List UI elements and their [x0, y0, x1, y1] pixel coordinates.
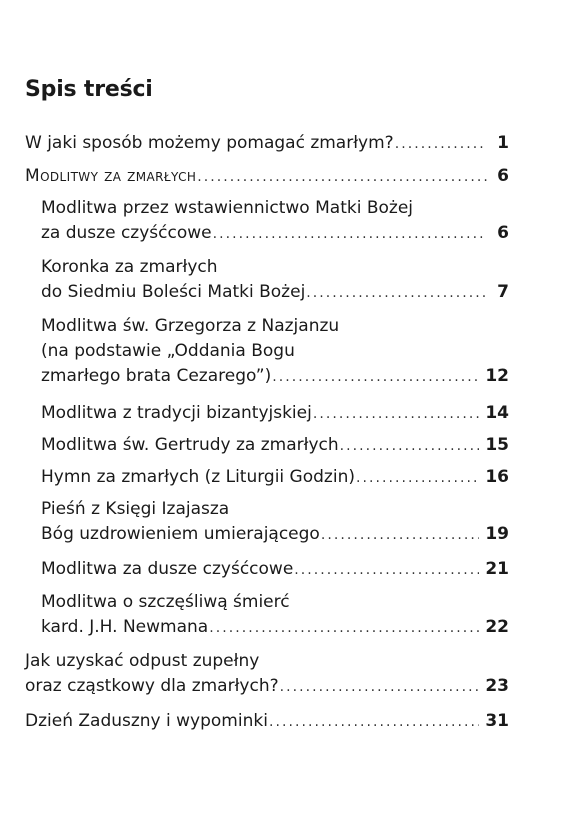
toc-entry-line: [41, 465, 509, 491]
toc-entry-title: Dzień Zaduszny i wypominki: [25, 711, 268, 731]
toc-entry-line: [41, 522, 509, 548]
dot-leader: [294, 558, 479, 583]
dot-leader: [340, 434, 480, 459]
toc-entry: [25, 590, 509, 641]
page-number: 1: [497, 133, 509, 153]
page-number: 6: [497, 166, 509, 186]
page-number: 14: [485, 403, 509, 423]
page-number: 7: [497, 282, 509, 302]
toc-entry: [25, 401, 509, 427]
toc-entry-title-line: Modlitwa przez wstawiennictwo Matki Bożej: [41, 198, 413, 218]
page-number: 19: [485, 524, 509, 544]
toc-entry-title: za dusze czyśćcowe: [41, 223, 212, 243]
toc-entry: [25, 465, 509, 491]
toc-entry-title-line: Jak uzyskać odpust zupełny: [25, 651, 260, 671]
toc-entry-line: [25, 709, 509, 735]
toc-entry: [25, 164, 509, 190]
toc-entry-line: [41, 280, 509, 306]
toc-entry-title: Modlitwa za dusze czyśćcowe: [41, 559, 294, 579]
dot-leader: [356, 466, 479, 491]
toc-entry: [25, 131, 509, 157]
toc-entry-title: Bóg uzdrowieniem umierającego: [41, 524, 320, 544]
toc-entry: [25, 196, 509, 247]
dot-leader: [321, 523, 479, 548]
dot-leader: [269, 710, 479, 735]
toc-entry-title-line: Pieśń z Księgi Izajasza: [41, 499, 230, 519]
toc-entry-title-line: Modlitwa o szczęśliwą śmierć: [41, 592, 290, 612]
toc-entry-line: [25, 131, 509, 157]
toc-entry-line: [41, 433, 509, 459]
dot-leader: [313, 402, 479, 427]
toc-entry: [25, 497, 509, 548]
page-number: 15: [485, 435, 509, 455]
page-number: 16: [485, 467, 509, 487]
toc-entry: [25, 255, 509, 306]
page-number: 6: [497, 223, 509, 243]
toc-entry: [25, 433, 509, 459]
dot-leader: [395, 132, 487, 157]
toc-entry: [25, 649, 509, 700]
dot-leader: [306, 281, 487, 306]
page-number: 23: [485, 676, 509, 696]
toc-entry-line: [25, 164, 509, 190]
toc-entry-title: Modlitwa z tradycji bizantyjskiej: [41, 403, 312, 423]
toc-entry-title: Modlitwy za zmarłych: [25, 166, 197, 186]
toc-entry-title: Hymn za zmarłych (z Liturgii Godzin): [41, 467, 355, 487]
toc-entry-title: oraz cząstkowy dla zmarłych?: [25, 676, 279, 696]
toc-entry-title: kard. J.H. Newmana: [41, 617, 209, 637]
toc-entry: [25, 557, 509, 583]
dot-leader: [272, 365, 479, 390]
toc-entry-line: [41, 401, 509, 427]
toc-entry-title-line: (na podstawie „Oddania Bogu: [41, 341, 295, 361]
toc-entry-title: do Siedmiu Boleści Matki Bożej: [41, 282, 306, 302]
page-number: 31: [485, 711, 509, 731]
toc-entry-title: Modlitwa św. Gertrudy za zmarłych: [41, 435, 339, 455]
dot-leader: [209, 616, 479, 641]
toc-heading: Spis treści: [25, 77, 153, 102]
toc-entry-title: W jaki sposób możemy pomagać zmarłym?: [25, 133, 394, 153]
page-number: 21: [485, 559, 509, 579]
toc-entry-line: [41, 364, 509, 390]
toc-entry-line: [41, 221, 509, 247]
toc-entry-title-line: Modlitwa św. Grzegorza z Nazjanzu: [41, 316, 340, 336]
dot-leader: [197, 165, 487, 190]
toc-entry-line: [41, 615, 509, 641]
dot-leader: [213, 222, 487, 247]
toc-entry: [25, 709, 509, 735]
dot-leader: [280, 675, 480, 700]
toc-entry-line: [25, 674, 509, 700]
page-number: 12: [485, 366, 509, 386]
toc-entry: [25, 314, 509, 390]
toc-entry-title-line: Koronka za zmarłych: [41, 257, 218, 277]
toc-entry-title: zmarłego brata Cezarego”): [41, 366, 272, 386]
page-number: 22: [485, 617, 509, 637]
toc-entry-line: [41, 557, 509, 583]
